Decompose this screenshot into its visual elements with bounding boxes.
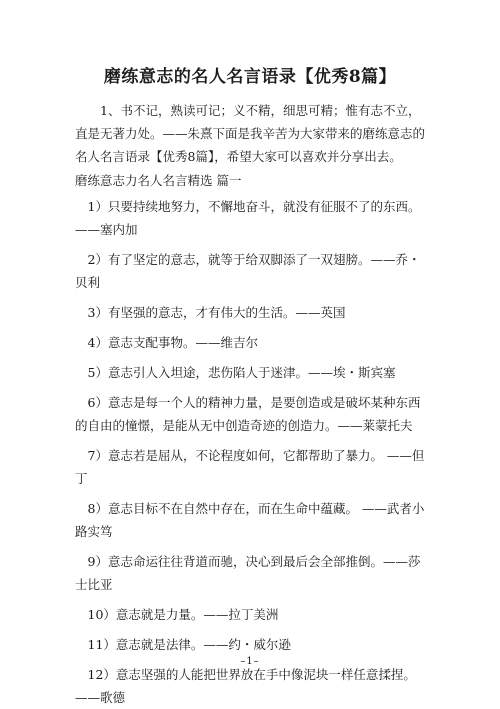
section-heading: 磨练意志力名人名言精选 篇一 xyxy=(75,173,242,188)
document-title: 磨练意志的名人名言语录【优秀8篇】 xyxy=(103,67,397,87)
quote-item: 3）有坚强的意志，才有伟大的生活。——英国 xyxy=(87,305,346,320)
quote-item: 8）意志目标不在自然中存在，而在生命中蕴藏。 ——武者小路实笃 xyxy=(75,501,425,539)
quote-item: 12）意志坚强的人能把世界放在手中像泥块一样任意揉捏。——歌德 xyxy=(75,667,416,705)
page-number: –1– xyxy=(240,656,260,667)
quote-item: 9）意志命运往往背道而驰，决心到最后会全部推倒。——莎士比亚 xyxy=(75,554,421,592)
document-body xyxy=(75,99,428,709)
quote-item: 2）有了坚定的意志，就等于给双脚添了一双翅膀。——乔・贝利 xyxy=(75,252,421,290)
quote-item: 1）只要持续地努力，不懈地奋斗，就没有征服不了的东西。 ——塞内加 xyxy=(75,199,421,237)
quote-item: 5）意志引人入坦途，悲伤陷人于迷津。——埃・斯宾塞 xyxy=(87,365,396,380)
quote-item: 10）意志就是力量。——拉丁美洲 xyxy=(87,607,279,622)
quote-item: 6）意志是每一个人的精神力量，是要创造或是破坏某种东西的自由的憧憬，是能从无中创造奇迹的创造力。——莱蒙托夫 xyxy=(75,395,421,433)
intro-paragraph: 1、书不记，熟读可记；义不精，细思可精；惟有志不立，直是无著力处。——朱熹下面是我辛苦为大家带来的磨练意志的名人名言语录【优秀8篇】，希望大家可以喜欢并分享出去。 xyxy=(75,103,426,164)
quote-item: 11）意志就是法律。——约・威尔逊 xyxy=(87,637,291,652)
quote-item: 4）意志支配事物。——维吉尔 xyxy=(87,335,258,350)
quote-item: 7）意志若是屈从，不论程度如何，它都帮助了暴力。 ——但丁 xyxy=(75,448,425,486)
